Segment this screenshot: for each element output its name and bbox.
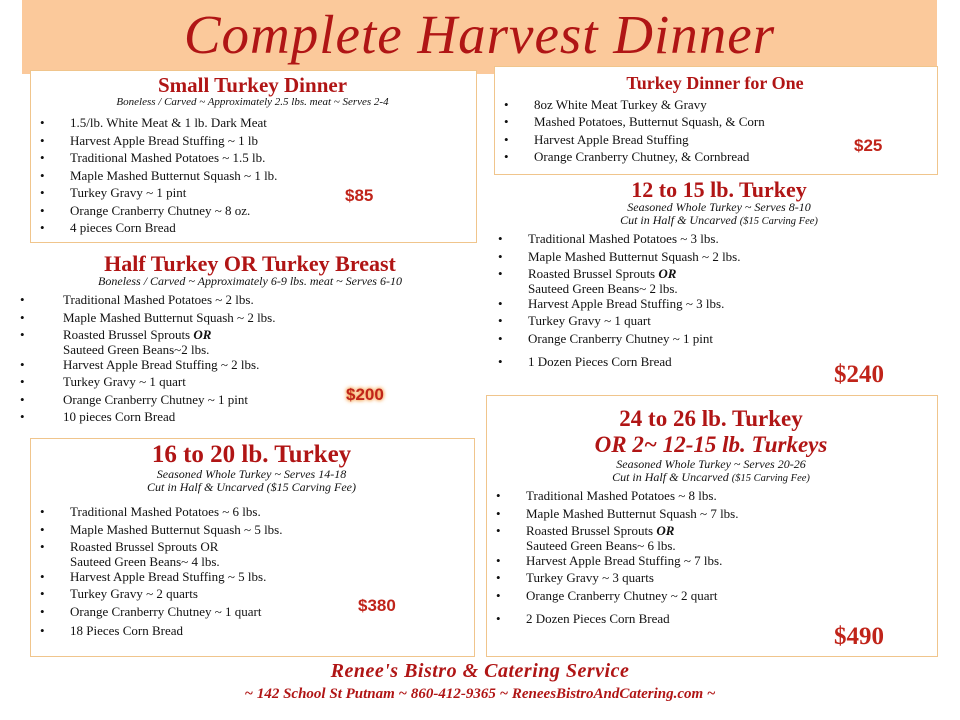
- list-item: • 4 pieces Corn Bread: [30, 219, 475, 237]
- list-item: • Orange Cranberry Chutney ~ 1 quart: [30, 603, 473, 621]
- list-item: • Traditional Mashed Potatoes ~ 1.5 lb.: [30, 149, 475, 167]
- turkey-16-20-subtitle2: Cut in Half & Uncarved ($15 Carving Fee): [147, 480, 356, 495]
- list-item: • Traditional Mashed Potatoes ~ 3 lbs.: [488, 230, 950, 248]
- list-item: • Maple Mashed Butternut Squash ~ 2 lbs.: [10, 309, 490, 327]
- list-item: • Harvest Apple Bread Stuffing ~ 2 lbs.: [10, 356, 490, 374]
- turkey-16-20-subtitle: Seasoned Whole Turkey ~ Serves 14-18: [156, 467, 347, 482]
- turkey-12-15-title: 12 to 15 lb. Turkey: [631, 177, 807, 202]
- turkey-16-20-price: $380: [358, 596, 396, 615]
- list-item: • Turkey Gravy ~ 3 quarts: [486, 569, 936, 587]
- turkey-24-26-subtitle2: Cut in Half & Uncarved ($15 Carving Fee): [612, 470, 810, 485]
- list-item: • Maple Mashed Butternut Squash ~ 5 lbs.: [30, 521, 473, 539]
- green-beans-label: Sauteed Green Beans~ 4 lbs.: [70, 553, 220, 569]
- sprouts-label: Roasted Brussel Sprouts OR: [70, 539, 219, 555]
- turkey-16-20-title: 16 to 20 lb. Turkey: [151, 441, 352, 468]
- turkey-24-26-title2: OR 2~ 12-15 lb. Turkeys: [594, 432, 828, 458]
- list-item: • 2 Dozen Pieces Corn Bread: [486, 610, 936, 628]
- list-item: • 10 pieces Corn Bread: [10, 408, 490, 426]
- or-label: OR: [658, 266, 677, 282]
- list-item: • Traditional Mashed Potatoes ~ 2 lbs.: [10, 291, 490, 309]
- turkey-24-26-section: [486, 407, 936, 628]
- half-turkey-subtitle: Boneless / Carved ~ Approximately 6-9 lbs. meat ~ Serves 6-10: [98, 274, 402, 289]
- small-turkey-subtitle: Boneless / Carved ~ Approximately 2.5 lbs. meat ~ Serves 2-4: [116, 96, 389, 109]
- list-item: [30, 538, 473, 568]
- list-item: [488, 265, 950, 295]
- list-item: • Turkey Gravy ~ 2 quarts: [30, 585, 473, 603]
- list-item: • Maple Mashed Butternut Squash ~ 2 lbs.: [488, 248, 950, 266]
- list-item: • Orange Cranberry Chutney ~ 1 pint: [488, 330, 950, 348]
- list-item: • Maple Mashed Butternut Squash ~ 7 lbs.: [486, 505, 936, 523]
- turkey-16-20-items: [30, 503, 473, 640]
- small-turkey-price: $85: [345, 186, 374, 205]
- green-beans-label: Sauteed Green Beans~ 6 lbs.: [526, 537, 676, 553]
- half-turkey-section: [10, 252, 490, 426]
- half-turkey-title: Half Turkey OR Turkey Breast: [104, 251, 396, 276]
- list-item: • Turkey Gravy ~ 1 quart: [10, 373, 490, 391]
- page-title: Complete Harvest Dinner: [183, 4, 776, 65]
- turkey-24-26-title: 24 to 26 lb. Turkey: [619, 406, 803, 431]
- dinner-for-one-price: $25: [854, 136, 883, 155]
- turkey-24-26-subtitle: Seasoned Whole Turkey ~ Serves 20-26: [616, 457, 806, 472]
- list-item: • Orange Cranberry Chutney ~ 2 quart: [486, 587, 936, 605]
- turkey-12-15-price: $240: [834, 361, 884, 388]
- turkey-12-15-items: [488, 230, 950, 371]
- sprouts-label: Roasted Brussel Sprouts: [63, 327, 194, 343]
- business-name: Renee's Bistro & Catering Service: [330, 660, 630, 682]
- sprouts-label: Roasted Brussel Sprouts: [528, 266, 659, 282]
- turkey-16-20-section: [30, 442, 473, 640]
- list-item: • Orange Cranberry Chutney, & Cornbread: [494, 148, 936, 166]
- header-banner: [22, 0, 937, 74]
- or-label: OR: [656, 523, 675, 539]
- dinner-for-one-title: Turkey Dinner for One: [626, 73, 804, 93]
- list-item: • 18 Pieces Corn Bread: [30, 622, 473, 640]
- list-item: • Harvest Apple Bread Stuffing: [494, 131, 936, 149]
- list-item: • Traditional Mashed Potatoes ~ 8 lbs.: [486, 487, 936, 505]
- list-item: • Harvest Apple Bread Stuffing ~ 5 lbs.: [30, 568, 473, 586]
- turkey-24-26-items: [486, 487, 936, 628]
- half-turkey-items: [10, 291, 490, 426]
- list-item: • Traditional Mashed Potatoes ~ 6 lbs.: [30, 503, 473, 521]
- list-item: • Harvest Apple Bread Stuffing ~ 3 lbs.: [488, 295, 950, 313]
- list-item: • Orange Cranberry Chutney ~ 8 oz.: [30, 202, 475, 220]
- list-item: [486, 522, 936, 552]
- list-item: • Harvest Apple Bread Stuffing ~ 1 lb: [30, 132, 475, 150]
- list-item: • Turkey Gravy ~ 1 quart: [488, 312, 950, 330]
- list-item: • 8oz White Meat Turkey & Gravy: [494, 96, 936, 114]
- list-item: • Turkey Gravy ~ 1 pint: [30, 184, 475, 202]
- list-item: • 1 Dozen Pieces Corn Bread: [488, 353, 950, 371]
- turkey-12-15-section: [488, 178, 950, 371]
- list-item: • Orange Cranberry Chutney ~ 1 pint: [10, 391, 490, 409]
- half-turkey-price: $200: [346, 385, 384, 404]
- small-turkey-items: [30, 114, 475, 237]
- green-beans-label: Sauteed Green Beans~ 2 lbs.: [528, 280, 678, 296]
- turkey-12-15-subtitle2: Cut in Half & Uncarved ($15 Carving Fee): [620, 213, 818, 228]
- or-label: OR: [193, 327, 212, 343]
- business-address: ~ 142 School St Putnam ~ 860-412-9365 ~ ReneesBistroAndCatering.com ~: [244, 686, 716, 702]
- list-item: [10, 326, 490, 356]
- list-item: • Harvest Apple Bread Stuffing ~ 7 lbs.: [486, 552, 936, 570]
- turkey-24-26-price: $490: [834, 623, 884, 650]
- small-turkey-section: [30, 74, 475, 237]
- green-beans-label: Sauteed Green Beans~2 lbs.: [63, 341, 210, 357]
- list-item: • Maple Mashed Butternut Squash ~ 1 lb.: [30, 167, 475, 185]
- sprouts-label: Roasted Brussel Sprouts: [526, 523, 657, 539]
- small-turkey-title: Small Turkey Dinner: [157, 73, 348, 97]
- turkey-12-15-subtitle: Seasoned Whole Turkey ~ Serves 8-10: [627, 200, 811, 215]
- list-item: • Mashed Potatoes, Butternut Squash, & Corn: [494, 113, 936, 131]
- list-item: • 1.5/lb. White Meat & 1 lb. Dark Meat: [30, 114, 475, 132]
